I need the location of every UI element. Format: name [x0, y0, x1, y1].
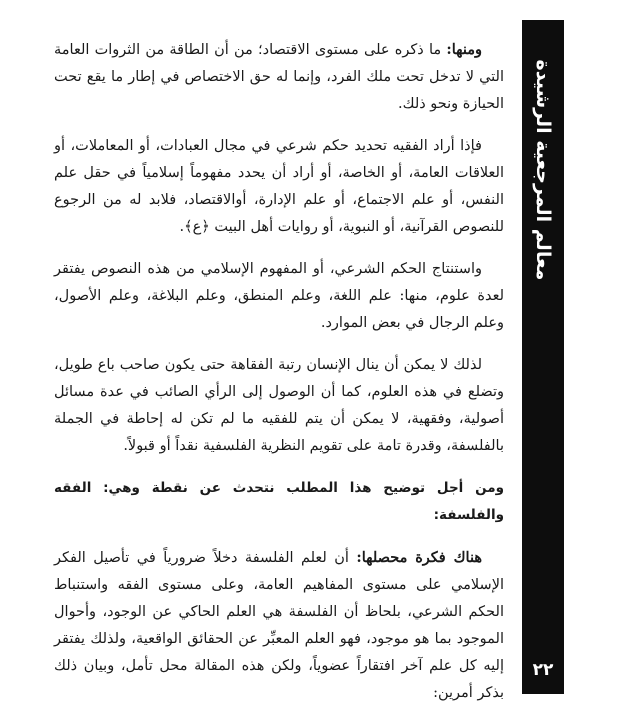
paragraph-1 — [54, 36, 504, 118]
paragraph-5 — [54, 544, 504, 707]
section-heading: ومن أجل توضيح هذا المطلب نتحدث عن نقطة وهي: الفقه والفلسفة: — [54, 480, 504, 523]
paragraph-text: أن لعلم الفلسفة دخلاً ضرورياً في تأصيل الفكر الإسلامي على مستوى المفاهيم العامة، وعلى مستوى الفقه واستنباط الحكم الشرعي، بلحاظ أن الفلسفة هي العلم الحاكي عن الوجود، وأحوال الموجود بما هو موجود، فهو العلم المعبِّر عن الحقائق الواقعية، ولذلك يفتقر إليه كل علم آخر افتقاراً عضوياً، ولكن هذه المقالة محل تأمل، وبيان ذلك بذكر أمرين: — [54, 550, 504, 701]
page-body — [54, 36, 504, 722]
side-band — [522, 20, 564, 694]
paragraph-lead: هناك فكرة محصلها: — [356, 549, 482, 566]
book-title: معالم المرجعية الرشيدة — [532, 59, 554, 281]
paragraph-4 — [54, 352, 504, 460]
paragraph-text: لذلك لا يمكن أن ينال الإنسان رتبة الفقاهة حتى يكون صاحب باع طويل، وتضلع في هذه العلوم، كما أن الوصول إلى الرأي الصائب في عدة مسائل أصولية، وفقهية، لا يمكن أن يتم للفقيه ما لم تكن له إحاطة في الجملة بالفلسفة، وقدرة تامة على تقويم النظرية الفلسفية نقداً أو قبولاً. — [54, 357, 504, 454]
paragraph-text: ما ذكره على مستوى الاقتصاد؛ من أن الطاقة من الثروات العامة التي لا تدخل تحت ملك الفرد، وإنما له حق الاختصاص في إطار ما يقع تحت الحيازة ونحو ذلك. — [54, 42, 504, 112]
paragraph-text: فإذا أراد الفقيه تحديد حكم شرعي في مجال العبادات، أو المعاملات، أو العلاقات العامة، أو الخاصة، أو أراد أن يحدد مفهوماً إسلامياً في حقل علم النفس، أو علم الاجتماع، أو علم الإدارة، أوالاقتصاد، فلابد له من الرجوع للنصوص القرآنية، أو النبوية، أو روايات أهل البيت ﴿ع﴾. — [54, 138, 504, 235]
page-number: ٢٢ — [532, 660, 554, 680]
paragraph-3 — [54, 256, 504, 337]
paragraph-2 — [54, 133, 504, 241]
paragraph-text: واستنتاج الحكم الشرعي، أو المفهوم الإسلامي من هذه النصوص يفتقر لعدة علوم، منها: علم اللغة، وعلم المنطق، وعلم البلاغة، وعلم الأصول، وعلم الرجال في بعض الموارد. — [54, 261, 504, 331]
paragraph-lead: ومنها: — [446, 41, 482, 58]
